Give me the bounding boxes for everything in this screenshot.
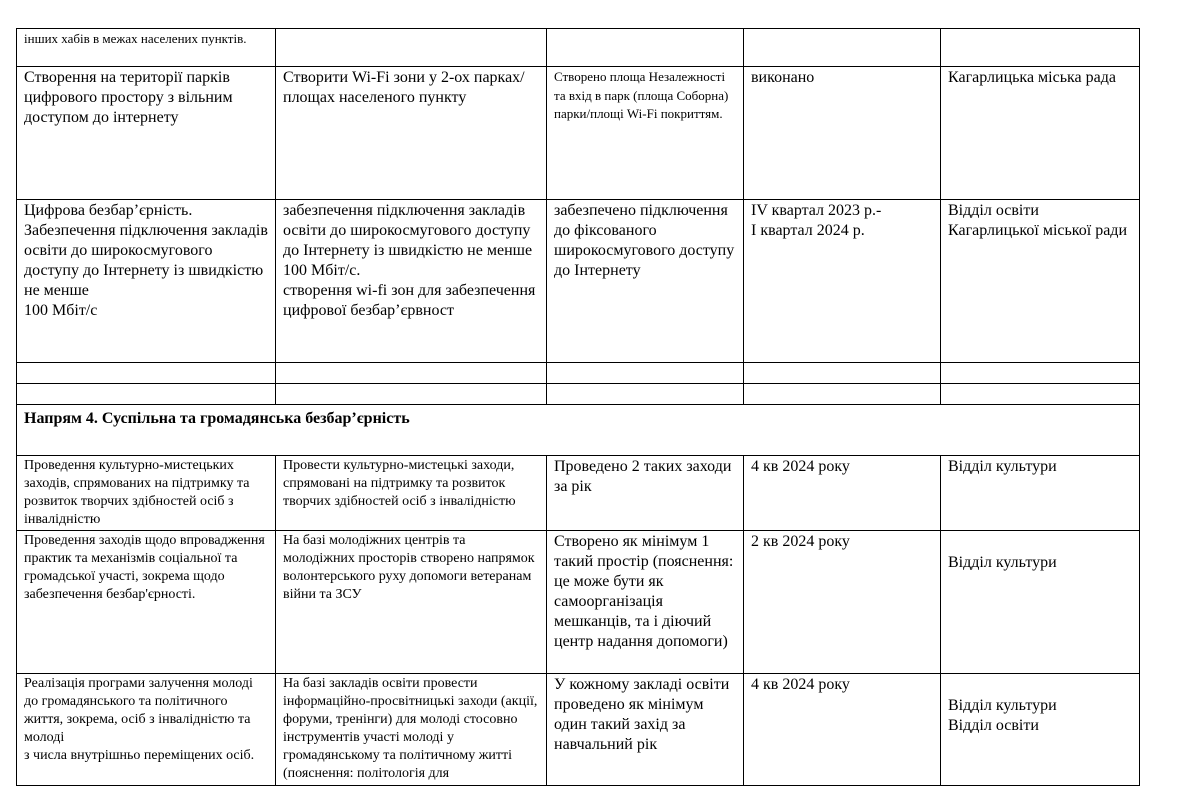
table-cell: Проведення культурно-мистецьких заходів, спрямованих на підтримку та розвиток творчих здібностей осіб з інвалідністю bbox=[17, 456, 276, 531]
table-cell bbox=[547, 384, 744, 405]
table-cell: 2 кв 2024 року bbox=[744, 531, 941, 674]
table-cell: Створення на території парків цифрового простору з вільним доступом до інтернету bbox=[17, 67, 276, 200]
table-cell: Проведення заходів щодо впровадження практик та механізмів соціальної та громадської участі, зокрема щодо забезпечення безбар'єрності. bbox=[17, 531, 276, 674]
table-cell bbox=[276, 29, 547, 67]
table-cell: IV квартал 2023 р.- I квартал 2024 р. bbox=[744, 200, 941, 363]
table-cell bbox=[17, 384, 276, 405]
table-cell bbox=[744, 363, 941, 384]
table-row bbox=[17, 67, 1140, 200]
table-cell: Провести культурно-мистецькі заходи, спрямовані на підтримку та розвиток творчих здібностей осіб з інвалідністю bbox=[276, 456, 547, 531]
table-cell: забезпечено підключення до фіксованого широкосмугового доступу до Інтернету bbox=[547, 200, 744, 363]
table-cell: Створено як мінімум 1 такий простір (пояснення: це може бути як самоорганізація мешканців, та і діючий центр надання допомоги) bbox=[547, 531, 744, 674]
table-cell: Відділ культури Відділ освіти bbox=[941, 674, 1140, 786]
table-cell bbox=[941, 363, 1140, 384]
table-row bbox=[17, 29, 1140, 67]
table-cell bbox=[744, 384, 941, 405]
table-cell: Реалізація програми залучення молоді до громадянського та політичного життя, зокрема, осіб з інвалідністю та молоді з числа внутрішньо переміщених осіб. bbox=[17, 674, 276, 786]
table-cell: 4 кв 2024 року bbox=[744, 456, 941, 531]
table-cell: Цифрова безбар’єрність. Забезпечення підключення закладів освіти до широкосмугового доступу до Інтернету із швидкістю не менше 100 Мбіт/с bbox=[17, 200, 276, 363]
table-row-empty bbox=[17, 384, 1140, 405]
section-heading: Напрям 4. Суспільна та громадянська безбар’єрність bbox=[17, 405, 1140, 456]
table-cell: інших хабів в межах населених пунктів. bbox=[17, 29, 276, 67]
table-cell: У кожному закладі освіти проведено як мінімум один такий захід за навчальний рік bbox=[547, 674, 744, 786]
table-cell: Відділ культури bbox=[941, 456, 1140, 531]
table-cell bbox=[547, 29, 744, 67]
table-row bbox=[17, 531, 1140, 674]
table-cell: Відділ культури bbox=[941, 531, 1140, 674]
table-row-empty bbox=[17, 363, 1140, 384]
table-cell bbox=[941, 29, 1140, 67]
table-row bbox=[17, 674, 1140, 786]
table-cell: Створено площа Незалежності та вхід в парк (площа Соборна) парки/площі Wi-Fi покриттям. bbox=[547, 67, 744, 200]
table-row bbox=[17, 200, 1140, 363]
table-cell bbox=[547, 363, 744, 384]
table-cell: забезпечення підключення закладів освіти до широкосмугового доступу до Інтернету із швидкістю не менше 100 Мбіт/с. створення wi-fi зон для забезпечення цифрової безбар’єрвност bbox=[276, 200, 547, 363]
table-cell bbox=[17, 363, 276, 384]
table-cell: Відділ освіти Кагарлицької міської ради bbox=[941, 200, 1140, 363]
table-row bbox=[17, 456, 1140, 531]
table-cell bbox=[941, 384, 1140, 405]
table-cell: На базі закладів освіти провести інформаційно-просвітницькі заходи (акції, форуми, тренінги) для молоді стосовно інструментів участі молоді у громадянському та політичному житті (пояснення: політологія для bbox=[276, 674, 547, 786]
table-cell: Кагарлицька міська рада bbox=[941, 67, 1140, 200]
table-cell: Створити Wi-Fi зони у 2-ох парках/площах населеного пункту bbox=[276, 67, 547, 200]
table-cell: виконано bbox=[744, 67, 941, 200]
section-heading-row bbox=[17, 405, 1140, 456]
table-cell bbox=[276, 384, 547, 405]
table-cell: На базі молодіжних центрів та молодіжних просторів створено напрямок волонтерського руху допомоги ветеранам війни та ЗСУ bbox=[276, 531, 547, 674]
table-cell bbox=[744, 29, 941, 67]
document-table bbox=[16, 28, 1140, 786]
table-cell: Проведено 2 таких заходи за рік bbox=[547, 456, 744, 531]
table-cell: 4 кв 2024 року bbox=[744, 674, 941, 786]
table-cell bbox=[276, 363, 547, 384]
